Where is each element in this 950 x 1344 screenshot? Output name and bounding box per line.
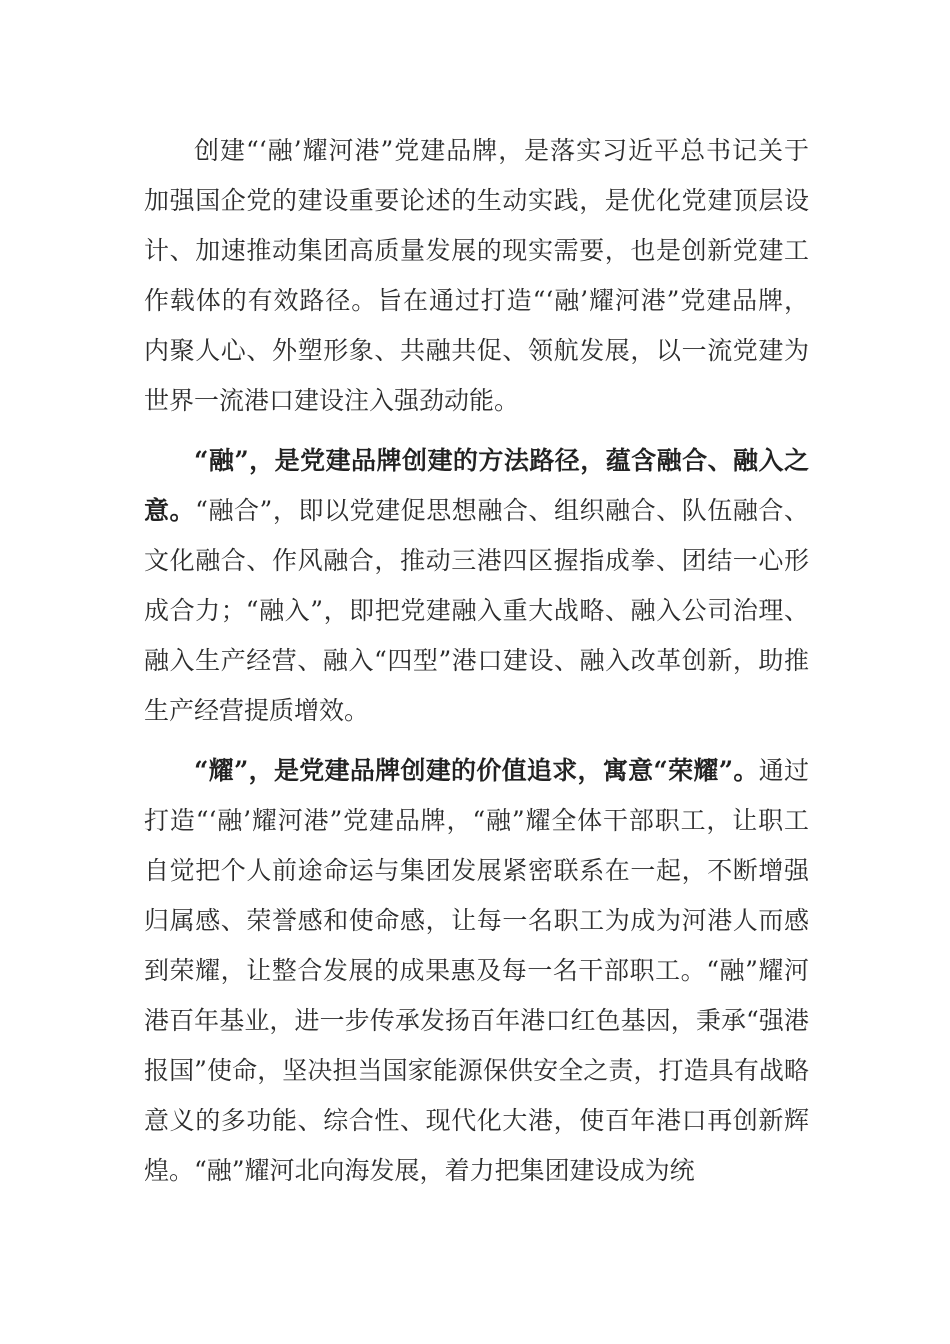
- paragraph-lead: “融”，是党建品牌创建的方法路径，蕴含融合、融入之意。: [144, 446, 809, 525]
- document-body: [144, 126, 809, 1206]
- paragraph-rong: [144, 436, 809, 736]
- paragraph-text: “融合”，即以党建促思想融合、组织融合、队伍融合、文化融合、作风融合，推动三港四区握指成拳、团结一心形成合力；“融入”，即把党建融入重大战略、融入公司治理、融入生产经营、融入“四型”港口建设、融入改革创新，助推生产经营提质增效。: [144, 496, 809, 725]
- paragraph-lead: “耀”，是党建品牌创建的价值追求，寓意“荣耀”。: [194, 756, 759, 785]
- paragraph-intro: [144, 126, 809, 426]
- paragraph-text: 通过打造“‘融’耀河港”党建品牌，“融”耀全体干部职工，让职工自觉把个人前途命运与集团发展紧密联系在一起，不断增强归属感、荣誉感和使命感，让每一名职工为成为河港人而感到荣耀，让整合发展的成果惠及每一名干部职工。“融”耀河港百年基业，进一步传承发扬百年港口红色基因，秉承“强港报国”使命，坚决担当国家能源保供安全之责，打造具有战略意义的多功能、综合性、现代化大港，使百年港口再创新辉煌。“融”耀河北向海发展，着力把集团建设成为统: [144, 756, 809, 1185]
- paragraph-yao: [144, 746, 809, 1196]
- paragraph-text: 创建“‘融’耀河港”党建品牌，是落实习近平总书记关于加强国企党的建设重要论述的生动实践，是优化党建顶层设计、加速推动集团高质量发展的现实需要，也是创新党建工作载体的有效路径。旨在通过打造“‘融’耀河港”党建品牌，内聚人心、外塑形象、共融共促、领航发展，以一流党建为世界一流港口建设注入强劲动能。: [144, 136, 809, 415]
